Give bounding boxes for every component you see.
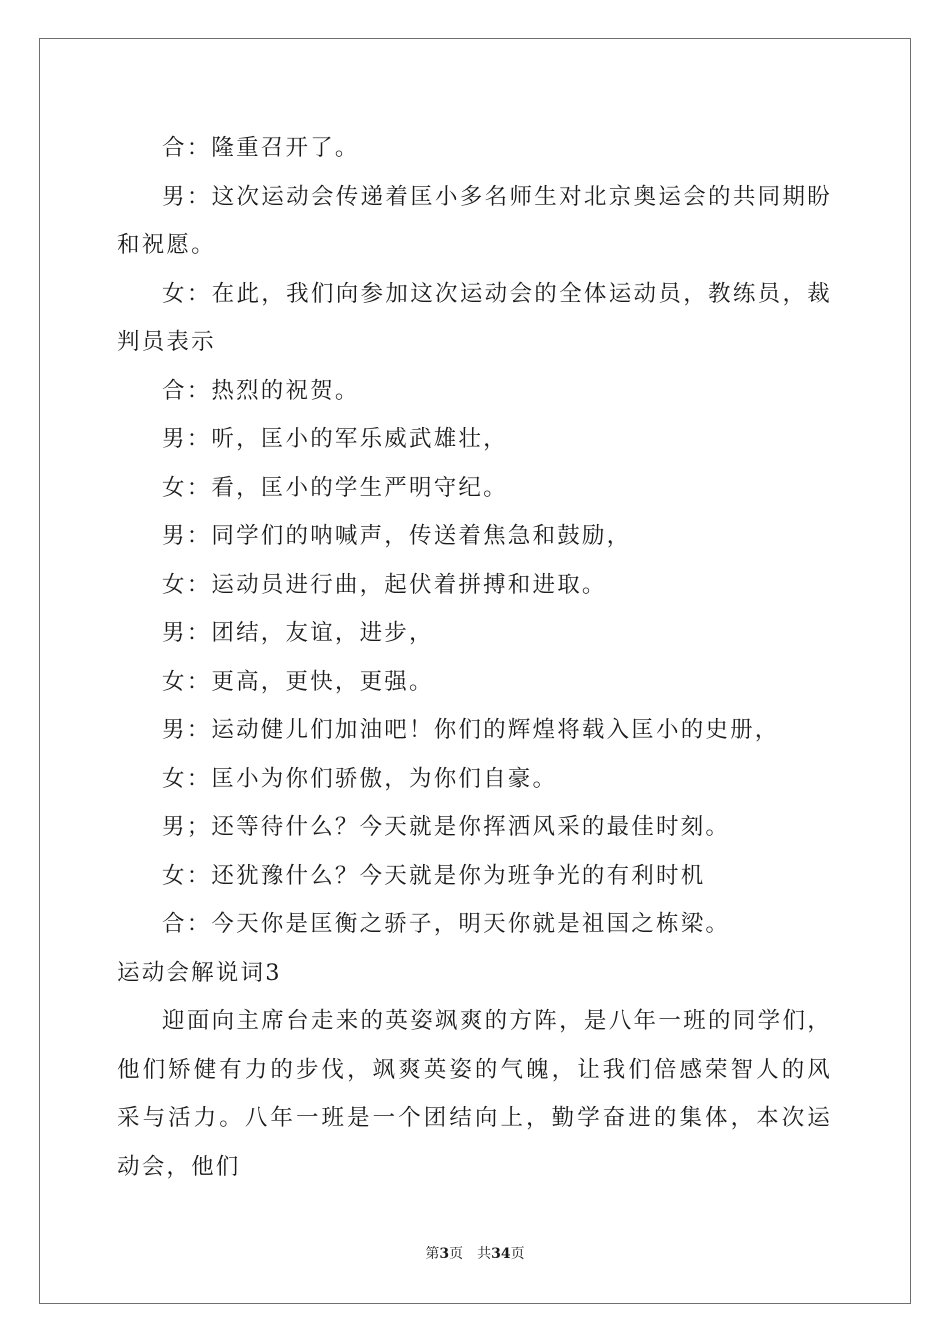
paragraph-2: 男：这次运动会传递着匡小多名师生对北京奥运会的共同期盼和祝愿。	[117, 183, 832, 258]
footer-total-pages: 34	[491, 1246, 511, 1262]
paragraph-15: 合：今天你是匡衡之骄子，明天你就是祖国之栋梁。	[162, 911, 731, 937]
paragraph-7: 男：同学们的呐喊声，传送着焦急和鼓励，	[162, 523, 632, 549]
paragraph-5: 男：听，匡小的军乐威武雄壮，	[162, 426, 508, 452]
paragraph-11: 男：运动健儿们加油吧！你们的辉煌将载入匡小的史册，	[162, 717, 780, 743]
paragraph-1: 合：隆重召开了。	[162, 135, 360, 161]
section-heading: 运动会解说词3	[117, 959, 282, 986]
page-footer	[0, 1243, 950, 1263]
paragraph-13: 男；还等待什么？今天就是你挥洒风采的最佳时刻。	[162, 814, 731, 840]
paragraph-10: 女：更高，更快，更强。	[162, 668, 434, 695]
footer-prefix: 第	[425, 1246, 440, 1262]
footer-page-number: 3	[439, 1246, 450, 1262]
paragraph-12: 女：匡小为你们骄傲，为你们自豪。	[162, 765, 558, 792]
paragraph-8: 女：运动员进行曲，起伏着拼搏和进取。	[162, 571, 607, 598]
paragraph-14: 女：还犹豫什么？今天就是你为班争光的有利时机	[162, 862, 706, 889]
closing-paragraph: 迎面向主席台走来的英姿飒爽的方阵，是八年一班的同学们，他们矫健有力的步伐，飒爽英姿的气魄，让我们倍感荣智人的风采与活力。八年一班是一个团结向上，勤学奋进的集体，本次运动会，他们	[117, 1008, 832, 1180]
footer-suffix: 页	[510, 1246, 525, 1262]
footer-mid: 页 共	[449, 1246, 492, 1262]
paragraph-9: 男：团结，友谊，进步，	[162, 620, 434, 646]
paragraph-4: 合：热烈的祝贺。	[162, 377, 360, 404]
paragraph-3: 女：在此，我们向参加这次运动会的全体运动员，教练员，裁判员表示	[117, 280, 832, 355]
paragraph-6: 女：看，匡小的学生严明守纪。	[162, 474, 508, 501]
document-body	[117, 124, 832, 1191]
